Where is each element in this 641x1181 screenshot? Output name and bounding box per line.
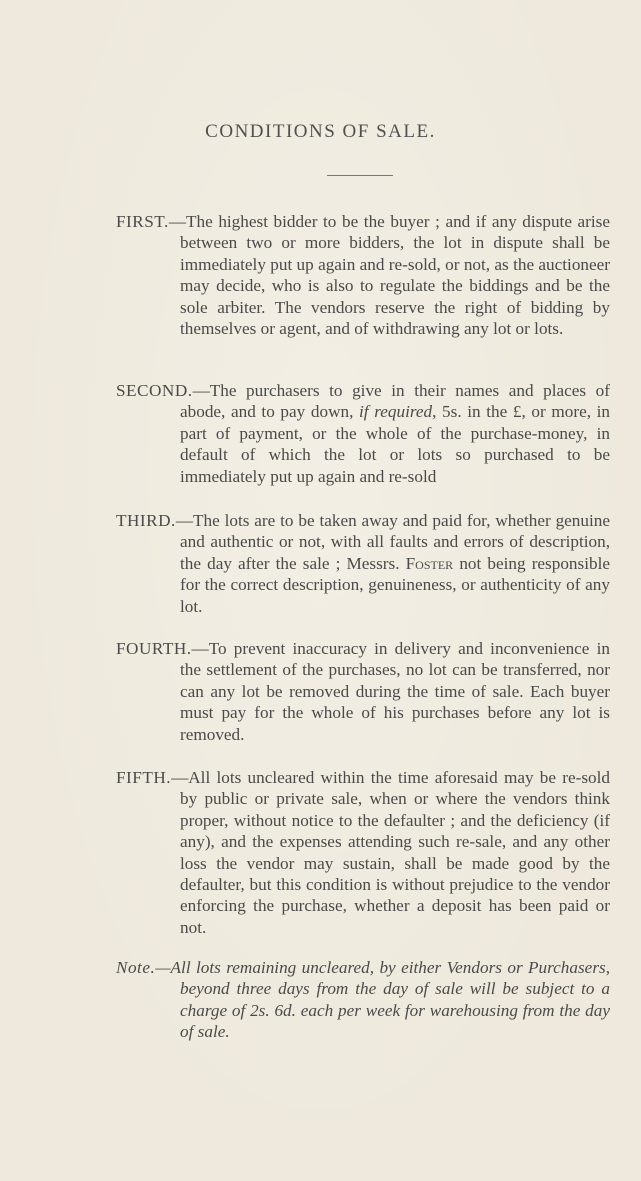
clause-third — [116, 510, 610, 617]
clause-text-italic: if required — [359, 402, 433, 422]
clause-text: not being responsible for the correct description, genuineness, or authenticity of any lot. — [180, 553, 610, 616]
clause-text: —The purchasers to give in their names and places of abode, and to pay down, — [180, 381, 610, 422]
clause-first — [116, 211, 610, 339]
clause-text: —To prevent inaccuracy in delivery and inconvenience in the settlement of the purchases, no lot can be transferred, nor can any lot be removed during the time of sale. Each buyer must pay for the whole of his purchases before any lot is removed. — [180, 639, 610, 744]
note-paragraph — [116, 957, 610, 1043]
clause-text: —The highest bidder to be the buyer ; and if any dispute arise between two or more bidders, the lot in dispute shall be immediately put up again and re-sold, or not, as the auctioneer may decide, who is also to regulate the biddings and be the sole arbiter. The vendors reserve the right of bidding by themselves or agent, and of withdrawing any lot or lots. — [168, 212, 610, 339]
clause-text: , 5s. in the £, or more, in part of payment, or the whole of the purchase-money, in default of which the lot or lots so purchased to be immediately put up again and re-sold — [180, 402, 611, 486]
title-divider — [327, 175, 393, 176]
clause-second — [116, 380, 610, 487]
clause-fourth — [116, 638, 610, 745]
clause-label: THIRD. — [116, 511, 176, 530]
page-title: CONDITIONS OF SALE. — [205, 121, 436, 142]
clause-label: FIRST. — [116, 212, 169, 231]
clause-text: —All lots uncleared within the time aforesaid may be re-sold by public or private sale, when or where the vendors think proper, without notice to the defaulter ; and the deficiency (if any), and the expenses attending such re-sale, and any other loss the vendor may sustain, shall be made good by the defaulter, but this condition is without prejudice to the vendor enforcing the purchase, whether a deposit has been paid or not. — [171, 768, 610, 937]
note-text: —All lots remaining uncleared, by either Vendors or Purchasers, beyond three days from the day of sale will be subject to a charge of 2s. 6d. each per week for warehousing from the day of sale. — [155, 958, 610, 1042]
clause-label: FIFTH. — [116, 768, 172, 787]
clause-text: —The lots are to be taken away and paid for, whether genuine and authentic or not, with all faults and errors of description, the day after the sale ; Messrs. — [175, 511, 610, 573]
clause-label: FOURTH. — [116, 639, 192, 658]
clause-fifth — [116, 767, 610, 938]
clause-label: SECOND. — [116, 381, 193, 400]
note-label: Note. — [116, 958, 156, 977]
clause-text-smallcaps: Foster — [405, 553, 454, 573]
